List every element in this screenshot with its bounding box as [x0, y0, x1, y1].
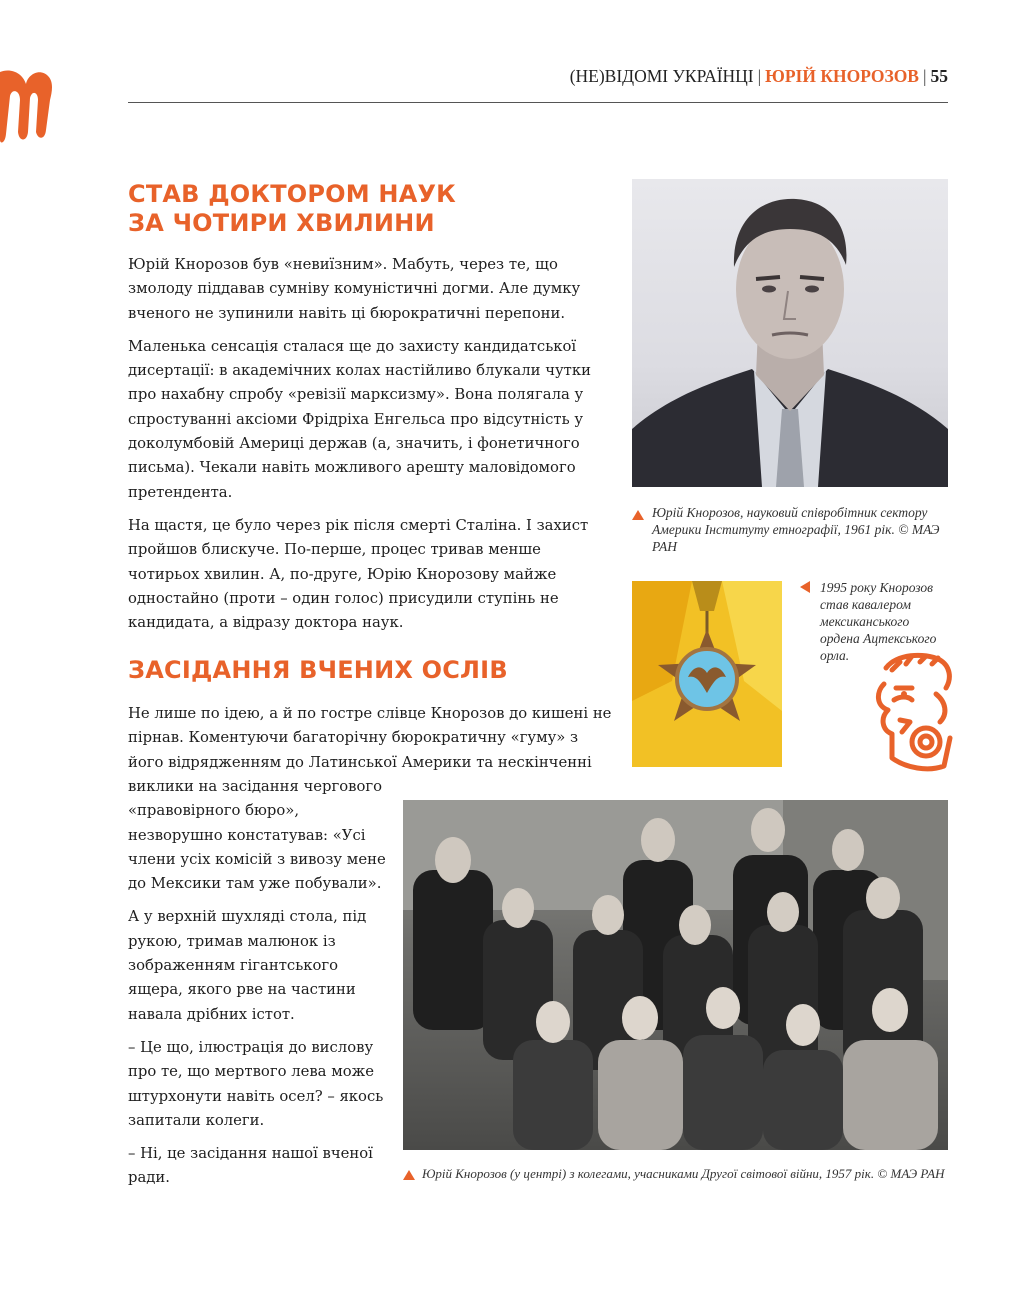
heading-line: СТАВ ДОКТОРОМ НАУК: [128, 180, 456, 208]
edge-glyph-icon: [0, 60, 62, 160]
section2-text: [128, 775, 390, 1200]
section-heading: [128, 180, 588, 238]
header-rule: [128, 102, 948, 103]
portrait-caption: Юрій Кнорозов, науковий співробітник сектору Америки Інституту етнографії, 1961 рік. © МАЭ РАН: [652, 505, 940, 554]
paragraph: Юрій Кнорозов був «невиїзним». Мабуть, через те, що змолоду піддавав сумніву комуністичні догми. Але думку вченого не зупинили навіть ці бюрократичні перепони.: [128, 256, 581, 322]
section2-intro: Не лише по ідею, а й по гостре слівце Кнорозов до кишені не пірнав. Коментуючи багаторічну бюрократичну «гуму» з його відрядженням до Латинської Америки та нескінченні: [128, 705, 612, 771]
paragraph: На щастя, це було через рік після смерті Сталіна. І захист пройшов блискуче. По-перше, процес тривав менше чотирьох хвилин. А, по-друге, Юрію Кнорозову майже одностайно (проти – один голос) присудили ступінь не кандидата, а відразу доктора наук.: [128, 516, 589, 632]
paragraph: А у верхній шухляді стола, під рукою, тримав малюнок із зображенням гігантського ящера, якого рве на частини навала дрібних істот.: [128, 908, 367, 1023]
triangle-up-icon: [632, 510, 644, 520]
group-caption: Юрій Кнорозов (у центрі) з колегами, учасниками Другої світової війни, 1957 рік. © МАЭ РАН: [422, 1166, 945, 1181]
medal-photo: [632, 581, 782, 767]
header-separator: |: [922, 66, 927, 86]
paragraph: – Це що, ілюстрація до вислову про те, що мертвого лева може штурхонути навіть осел? – якось запитали колеги.: [128, 1038, 384, 1129]
section-heading: ЗАСІДАННЯ ВЧЕНИХ ОСЛІВ: [128, 656, 508, 684]
medal-caption: 1995 року Кнорозов став кавалером мексиканського ордена Ацтекського орла.: [820, 580, 937, 663]
portrait-photo: [632, 179, 948, 487]
triangle-up-icon: [403, 1170, 415, 1180]
header-section: (НЕ)ВІДОМІ УКРАЇНЦІ: [569, 66, 754, 86]
paragraph: Маленька сенсація сталася ще до захисту кандидатської дисертації: в академічних колах настійливо блукали чутки про нахабну спробу «ревізії марксизму». Вона полягала у спростуванні аксіоми Фрідріха Енгельса про відсутність у доколумбовій Америці держав (а, значить, і фонетичного письма). Чекали навіть можливого арешту маловідомого претендента.: [128, 337, 591, 501]
medal-image: [632, 581, 782, 767]
header-separator: |: [757, 66, 762, 86]
maya-glyph-icon: [866, 648, 956, 780]
section1-text: [128, 253, 604, 644]
portrait-image: [632, 179, 948, 487]
page-number: 55: [930, 66, 948, 86]
paragraph: виклики на засідання чергового «правовірного бюро», незворушно констатував: «Усі члени усіх комісій з вивозу мене до Мексики там уже побували».: [128, 778, 386, 893]
heading-line: ЗА ЧОТИРИ ХВИЛИНИ: [128, 209, 435, 237]
group-image: [403, 800, 948, 1150]
paragraph: – Ні, це засідання нашої вченої ради.: [128, 1145, 373, 1187]
triangle-left-icon: [800, 581, 810, 593]
header-name: ЮРІЙ КНОРОЗОВ: [765, 66, 919, 86]
group-photo: [403, 800, 948, 1150]
running-header: [470, 66, 948, 87]
